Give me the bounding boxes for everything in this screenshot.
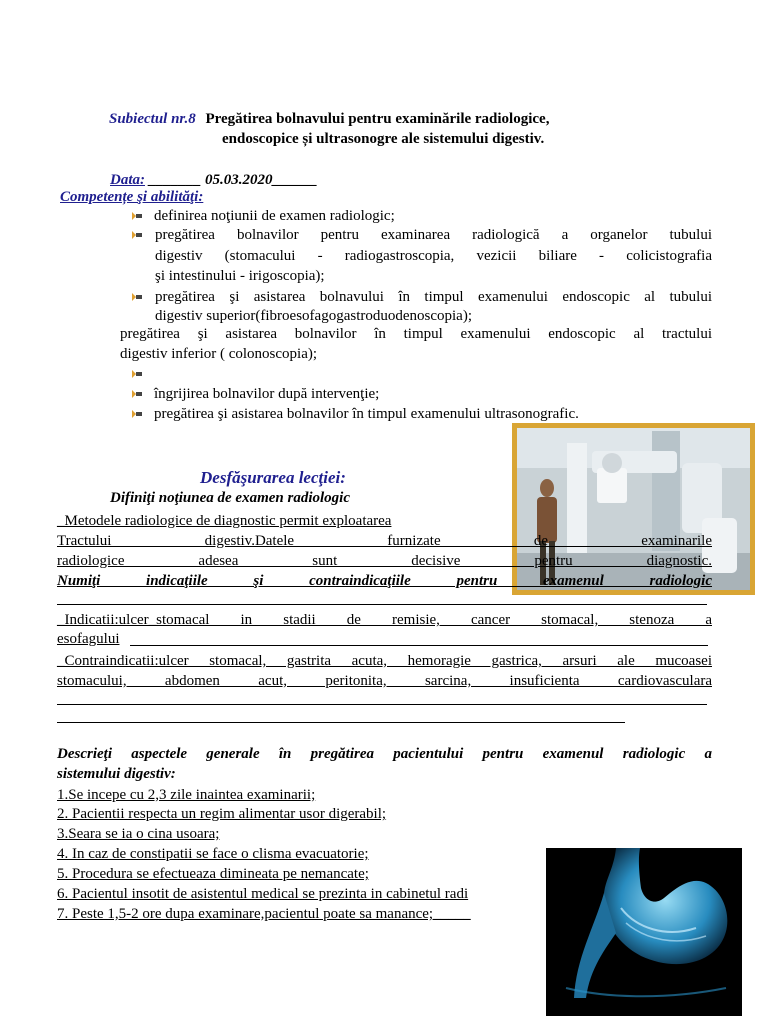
bullet-icon [131,388,143,400]
competence-text: pregătirea bolnavilor pentru examinarea radiologică a organelor tubului [155,227,712,243]
step-7: 7. Peste 1,5-2 ore dupa examinare,pacientul poate sa manance;_____ [57,906,471,922]
step-6: 6. Pacientul insotit de asistentul medical se prezinta in cabinetul radi [57,886,469,902]
answer-1-line-3: radiologice adesea sunt decisive pentru diagnostic. [57,553,712,569]
date-line [110,171,318,189]
answer-1-line-1: _Metodele radiologice de diagnostic permit exploatarea [57,513,392,529]
date-label: Data: [110,172,145,188]
answer-line [57,722,625,723]
question-1: Difiniţi noţiunea de examen radiologic [110,490,351,506]
competence-row-3 [135,287,712,308]
competence-text: digestiv superior(fibroesofagogastroduodenoscopia); [155,308,472,324]
competence-text: pregătirea şi asistarea bolnavilor în timpul examenului endoscopic al tractului [120,326,712,342]
lesson-heading: Desfăşurarea lecţiei: [200,468,346,487]
competence-row-2 [135,225,712,246]
step-4: 4. In caz de constipatii se face o clisma evacuatorie; [57,846,369,862]
answer-line [57,704,707,705]
bullet-icon [131,210,143,222]
step-1: 1.Se incepe cu 2,3 zile inaintea examinarii; [57,787,316,803]
indications-line-2: esofagului [57,631,120,647]
stomach-illustration [546,848,742,1016]
competence-text: digestiv (stomacului - radiogastroscopia, vezicii biliare - colicistografia [155,248,712,264]
question-2: Numiţi indicaţiile şi contraindicaţiile pentru examenul radiologic [57,573,712,589]
answer-line [130,645,708,646]
answer-line [57,604,707,605]
question-3-line-1: Descrieţi aspectele generale în pregătirea pacientului pentru examenul radiologic a [57,746,712,762]
bullet-icon [131,229,143,241]
bullet-icon [131,368,143,380]
contraindications-line-2: stomacului, abdomen acut, peritonita, sarcina, insuficienta cardiovasculara [57,673,712,689]
question-3-line-2: sistemului digestiv: [57,766,176,782]
date-value: _______ 05.03.2020______ [148,172,318,188]
step-2: 2. Pacientii respecta un regim alimentar usor digerabil; [57,806,387,822]
step-3: 3.Seara se ia o cina usoara; [57,826,220,842]
competence-text: îngrijirea bolnavilor după intervenţie; [154,386,380,402]
competence-row-1 [135,206,395,227]
competences-label: Competențe şi abilităţi: [60,189,204,205]
header-title-line2: endoscopice și ultrasonogre ale sistemului digestiv. [222,131,545,147]
competence-row-5 [135,384,379,405]
competence-text: pregătirea şi asistarea bolnavilor în timpul examenului ultrasonografic. [154,406,579,422]
title-text-1: Pregătirea bolnavului pentru examinările radiologice, [205,111,550,127]
bullet-icon [131,291,143,303]
contraindications-line-1: _Contraindicatii:ulcer stomacal, gastrita acuta, hemoragie gastrica, arsuri ale mucoasei [57,653,712,669]
competence-text: digestiv inferior ( colonoscopia); [120,346,318,362]
competence-row-6 [135,404,579,425]
competence-text: definirea noţiunii de examen radiologic; [154,208,395,224]
bullet-icon [131,408,143,420]
indications-line-1: _Indicatii:ulcer_stomacal in stadii de remisie, cancer stomacal, stenoza a [57,612,712,628]
header-title-line1 [109,110,669,128]
competence-text: şi intestinului - irigoscopia); [155,268,325,284]
subject-label: Subiectul nr.8 [109,111,196,127]
answer-1-line-2: Tractului digestiv.Datele furnizate de examinarile [57,533,712,549]
step-5: 5. Procedura se efectueaza dimineata pe nemancate; [57,866,369,882]
competence-text: pregătirea şi asistarea bolnavului în timpul examenului endoscopic al tubului [155,289,712,305]
